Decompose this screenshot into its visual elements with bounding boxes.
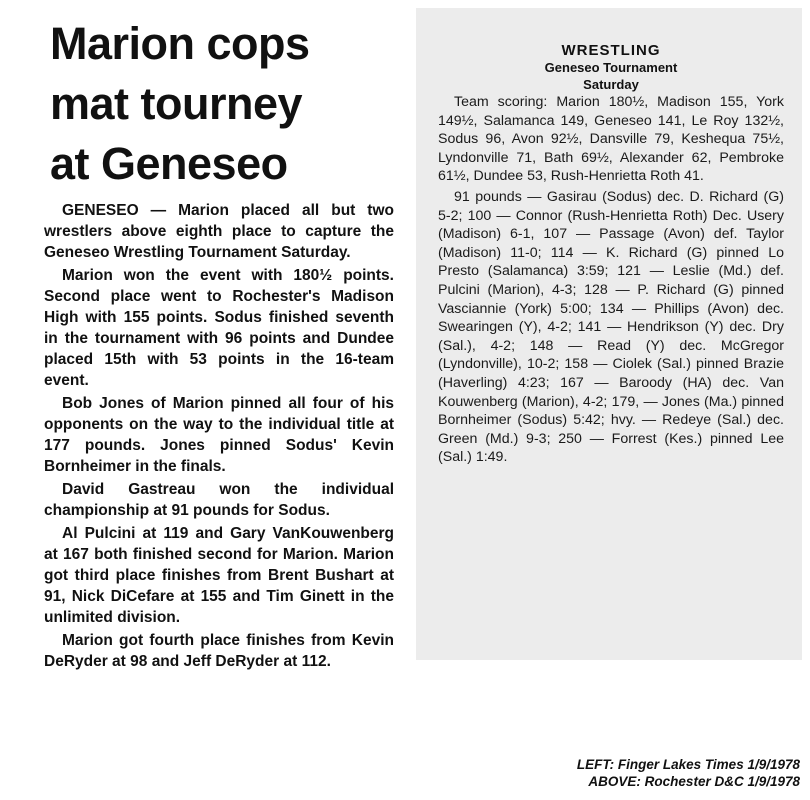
article-paragraph: GENESEO — Marion placed all but two wrestlers above eighth place to capture the Geneseo Wrestling Tournament Saturday.	[44, 202, 394, 261]
left-article	[44, 14, 394, 674]
article-paragraph: Marion won the event with 180½ points. Second place went to Rochester's Madison High with 155 points. Sodus finished seventh in the tournament with 96 points and Dundee placed 15th with 53 points in the 16-team event.	[44, 267, 394, 389]
team-scoring-paragraph: Team scoring: Marion 180½, Madison 155, York 149½, Salamanca 149, Geneseo 141, Le Roy 132½, Sodus 96, Avon 92½, Dansville 79, Keshequa 75½, Lyndonville 71, Bath 69½, Alexander 62, Pembroke 61½, Dundee 53, Rush-Henrietta Roth 41.	[438, 94, 784, 185]
credit-left: LEFT: Finger Lakes Times 1/9/1978	[576, 757, 800, 772]
results-subheading: Geneseo Tournament	[544, 60, 678, 75]
article-body	[44, 200, 394, 672]
article-paragraph: Marion got fourth place finishes from Kevin DeRyder at 98 and Jeff DeRyder at 112.	[44, 632, 394, 670]
source-credits	[577, 756, 800, 790]
headline-line-1: Marion cops	[50, 18, 310, 69]
headline	[50, 14, 394, 194]
weight-class-results: 91 pounds — Gasirau (Sodus) dec. D. Richard (G) 5-2; 100 — Connor (Rush-Henrietta Roth) Dec. Usery (Madison) 6-1, 107 — Passage (Avon) def. Taylor (Madison) 11-0; 114 — K. Richard (G) pinned Lo Presto (Salamanca) 3:59; 121 — Leslie (Md.) def. Pulcini (Marion), 4-3; 128 — P. Richard (G) pinned Vasciannie (York) 5:00; 134 — Phillips (Avon) dec. Swearingen (Y), 4-2; 141 — Hendrikson (Y) dec. Dry (Sal.), 4-2; 148 — Read (Y) dec. McGregor (Lyndonville), 10-2; 158 — Ciolek (Sal.) pinned Brazie (Haverling) 4:23; 167 — Baroody (HA) dec. Van Kouwenberg (Marion), 4-2; 179, — Jones (Ma.) pinned Bornheimer (Sodus) 5:42; hvy. — Redeye (Sal.) dec. Green (Md.) 9-3; 250 — Forrest (Kes.) pinned Lee (Sal.) 1:49.	[438, 188, 784, 466]
results-day: Saturday	[583, 77, 639, 92]
results-clipping	[416, 8, 802, 660]
results-heading: WRESTLING	[561, 42, 661, 59]
credit-above: ABOVE: Rochester D&C 1/9/1978	[588, 774, 800, 789]
article-paragraph: Bob Jones of Marion pinned all four of his opponents on the way to the individual title at 177 pounds. Jones pinned Sodus' Kevin Bornheimer in the finals.	[44, 395, 394, 475]
article-paragraph: David Gastreau won the individual championship at 91 pounds for Sodus.	[44, 481, 394, 519]
results-header	[438, 42, 784, 93]
headline-line-3: at Geneseo	[50, 138, 288, 189]
results-body	[438, 93, 784, 467]
article-paragraph: Al Pulcini at 119 and Gary VanKouwenberg at 167 both finished second for Marion. Marion got third place finishes from Brent Bushart at 91, Nick DiCefare at 155 and Tim Ginett in the unlimited division.	[44, 525, 394, 626]
headline-line-2: mat tourney	[50, 78, 303, 129]
